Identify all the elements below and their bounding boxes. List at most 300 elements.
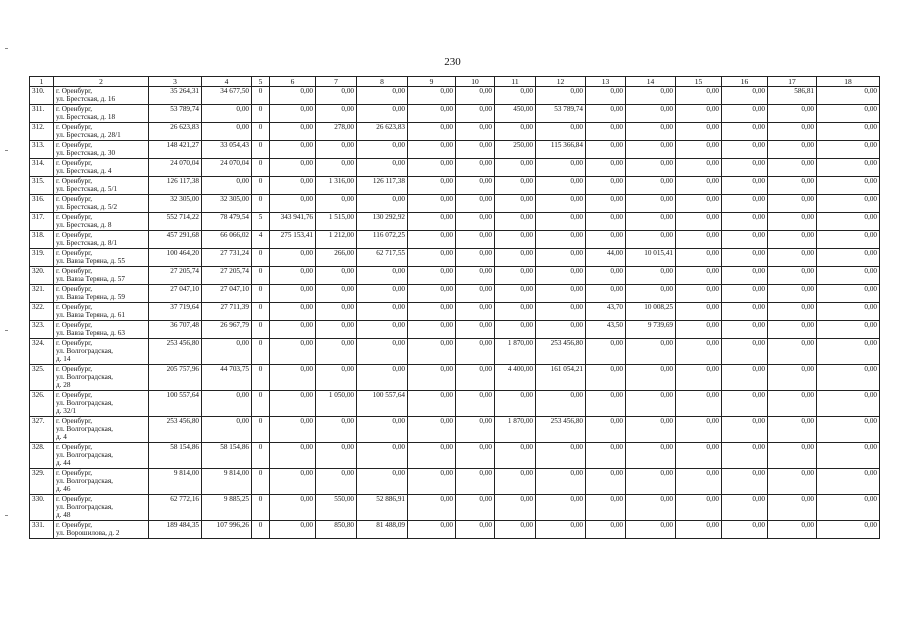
- value-cell: 148 421,27: [149, 141, 202, 159]
- value-cell: 0,00: [817, 87, 880, 105]
- value-cell: 0,00: [408, 213, 456, 231]
- address-cell: г. Оренбург, ул. Вавза Теряна, д. 59: [54, 285, 149, 303]
- value-cell: 0,00: [676, 195, 722, 213]
- value-cell: 0,00: [817, 105, 880, 123]
- value-cell: 0,00: [626, 195, 676, 213]
- value-cell: 0,00: [722, 231, 768, 249]
- value-cell: 0,00: [817, 469, 880, 495]
- value-cell: 37 719,64: [149, 303, 202, 321]
- value-cell: 0,00: [357, 267, 408, 285]
- value-cell: 0: [252, 391, 270, 417]
- value-cell: 0,00: [536, 495, 586, 521]
- value-cell: 0,00: [270, 303, 316, 321]
- value-cell: 62 772,16: [149, 495, 202, 521]
- column-header: 7: [316, 77, 357, 87]
- value-cell: 0,00: [456, 495, 495, 521]
- value-cell: 0,00: [626, 159, 676, 177]
- value-cell: 0,00: [408, 87, 456, 105]
- value-cell: 550,00: [316, 495, 357, 521]
- value-cell: 0,00: [357, 339, 408, 365]
- value-cell: 0,00: [676, 123, 722, 141]
- row-number-cell: 316.: [30, 195, 54, 213]
- table-row: [30, 495, 880, 521]
- value-cell: 0,00: [316, 303, 357, 321]
- data-table: [29, 76, 880, 539]
- value-cell: 36 707,48: [149, 321, 202, 339]
- value-cell: 0,00: [202, 417, 252, 443]
- value-cell: 0,00: [495, 521, 536, 539]
- value-cell: 0,00: [270, 177, 316, 195]
- value-cell: 0,00: [357, 303, 408, 321]
- address-cell: г. Оренбург, ул. Волгоградская, д. 14: [54, 339, 149, 365]
- table-row: [30, 195, 880, 213]
- table-row: [30, 321, 880, 339]
- value-cell: 0,00: [722, 141, 768, 159]
- value-cell: 0,00: [408, 443, 456, 469]
- value-cell: 0: [252, 123, 270, 141]
- value-cell: 0,00: [586, 231, 626, 249]
- address-cell: г. Оренбург, ул. Брестская, д. 4: [54, 159, 149, 177]
- value-cell: 0,00: [722, 177, 768, 195]
- value-cell: 0,00: [357, 285, 408, 303]
- value-cell: 0,00: [408, 339, 456, 365]
- value-cell: 0,00: [626, 443, 676, 469]
- value-cell: 4 400,00: [495, 365, 536, 391]
- value-cell: 0,00: [676, 87, 722, 105]
- value-cell: 27 731,24: [202, 249, 252, 267]
- value-cell: 0,00: [586, 105, 626, 123]
- address-cell: г. Оренбург, ул. Вавза Теряна, д. 63: [54, 321, 149, 339]
- value-cell: 1 870,00: [495, 339, 536, 365]
- row-number-cell: 328.: [30, 443, 54, 469]
- value-cell: 450,00: [495, 105, 536, 123]
- value-cell: 0,00: [722, 339, 768, 365]
- address-cell: г. Оренбург, ул. Брестская, д. 5/1: [54, 177, 149, 195]
- value-cell: 253 456,80: [536, 417, 586, 443]
- address-cell: г. Оренбург, ул. Ворошилова, д. 2: [54, 521, 149, 539]
- value-cell: 0,00: [495, 87, 536, 105]
- value-cell: 58 154,86: [202, 443, 252, 469]
- value-cell: 0,00: [408, 231, 456, 249]
- value-cell: 0: [252, 303, 270, 321]
- value-cell: 0,00: [626, 339, 676, 365]
- crop-mark: [5, 515, 8, 516]
- value-cell: 26 623,83: [149, 123, 202, 141]
- value-cell: 0,00: [536, 87, 586, 105]
- value-cell: 0,00: [270, 391, 316, 417]
- value-cell: 0: [252, 365, 270, 391]
- value-cell: 0,00: [270, 105, 316, 123]
- value-cell: 0,00: [586, 365, 626, 391]
- value-cell: 0,00: [270, 285, 316, 303]
- value-cell: 0,00: [270, 469, 316, 495]
- value-cell: 0,00: [456, 231, 495, 249]
- row-number-cell: 317.: [30, 213, 54, 231]
- value-cell: 0,00: [676, 443, 722, 469]
- column-header: 12: [536, 77, 586, 87]
- value-cell: 115 366,84: [536, 141, 586, 159]
- value-cell: 0: [252, 105, 270, 123]
- value-cell: 32 305,00: [149, 195, 202, 213]
- value-cell: 34 677,50: [202, 87, 252, 105]
- value-cell: 9 885,25: [202, 495, 252, 521]
- value-cell: 0,00: [270, 365, 316, 391]
- value-cell: 0,00: [495, 321, 536, 339]
- table-row: [30, 267, 880, 285]
- value-cell: 0,00: [270, 87, 316, 105]
- value-cell: 0,00: [316, 195, 357, 213]
- value-cell: 275 153,41: [270, 231, 316, 249]
- table-row: [30, 285, 880, 303]
- value-cell: 0,00: [408, 177, 456, 195]
- value-cell: 205 757,96: [149, 365, 202, 391]
- address-cell: г. Оренбург, ул. Вавза Теряна, д. 57: [54, 267, 149, 285]
- page-number: 230: [444, 56, 461, 68]
- value-cell: 107 996,26: [202, 521, 252, 539]
- table-row: [30, 159, 880, 177]
- value-cell: 0,00: [626, 285, 676, 303]
- address-cell: г. Оренбург, ул. Вавза Теряна, д. 61: [54, 303, 149, 321]
- value-cell: 0,00: [495, 285, 536, 303]
- row-number-cell: 318.: [30, 231, 54, 249]
- value-cell: 0,00: [316, 443, 357, 469]
- value-cell: 44 703,75: [202, 365, 252, 391]
- table-header-row: [30, 77, 880, 87]
- table-row: [30, 177, 880, 195]
- value-cell: 0,00: [676, 213, 722, 231]
- value-cell: 78 479,54: [202, 213, 252, 231]
- value-cell: 0,00: [495, 123, 536, 141]
- value-cell: 0,00: [357, 141, 408, 159]
- table-row: [30, 105, 880, 123]
- value-cell: 0,00: [408, 365, 456, 391]
- value-cell: 0,00: [456, 87, 495, 105]
- value-cell: 0,00: [768, 469, 817, 495]
- value-cell: 0,00: [408, 249, 456, 267]
- value-cell: 27 205,74: [202, 267, 252, 285]
- value-cell: 0,00: [626, 213, 676, 231]
- value-cell: 161 054,21: [536, 365, 586, 391]
- value-cell: 0,00: [676, 177, 722, 195]
- value-cell: 0,00: [495, 267, 536, 285]
- value-cell: 0,00: [586, 159, 626, 177]
- value-cell: 0,00: [586, 87, 626, 105]
- row-number-cell: 310.: [30, 87, 54, 105]
- value-cell: 44,00: [586, 249, 626, 267]
- value-cell: 43,70: [586, 303, 626, 321]
- value-cell: 0,00: [586, 141, 626, 159]
- address-cell: г. Оренбург, ул. Брестская, д. 18: [54, 105, 149, 123]
- crop-mark: [5, 48, 8, 49]
- value-cell: 62 717,55: [357, 249, 408, 267]
- value-cell: 0,00: [408, 159, 456, 177]
- value-cell: 0,00: [626, 521, 676, 539]
- value-cell: 0,00: [676, 339, 722, 365]
- value-cell: 0,00: [768, 105, 817, 123]
- value-cell: 0,00: [408, 267, 456, 285]
- value-cell: 0,00: [626, 365, 676, 391]
- value-cell: 0: [252, 469, 270, 495]
- value-cell: 1 316,00: [316, 177, 357, 195]
- value-cell: 0,00: [357, 469, 408, 495]
- table-row: [30, 123, 880, 141]
- value-cell: 0,00: [722, 365, 768, 391]
- value-cell: 0,00: [817, 339, 880, 365]
- column-header: 8: [357, 77, 408, 87]
- value-cell: 0,00: [817, 159, 880, 177]
- value-cell: 0,00: [817, 249, 880, 267]
- value-cell: 0,00: [722, 105, 768, 123]
- value-cell: 0: [252, 195, 270, 213]
- value-cell: 0,00: [316, 285, 357, 303]
- value-cell: 0,00: [270, 521, 316, 539]
- value-cell: 0: [252, 177, 270, 195]
- row-number-cell: 327.: [30, 417, 54, 443]
- value-cell: 0,00: [536, 195, 586, 213]
- value-cell: 0: [252, 285, 270, 303]
- value-cell: 0,00: [270, 443, 316, 469]
- table-row: [30, 443, 880, 469]
- value-cell: 4: [252, 231, 270, 249]
- value-cell: 0,00: [676, 267, 722, 285]
- value-cell: 0,00: [676, 105, 722, 123]
- value-cell: 0,00: [316, 365, 357, 391]
- value-cell: 0,00: [408, 521, 456, 539]
- value-cell: 0,00: [722, 303, 768, 321]
- value-cell: 0,00: [408, 285, 456, 303]
- value-cell: 0,00: [536, 213, 586, 231]
- value-cell: 0,00: [456, 159, 495, 177]
- value-cell: 0,00: [817, 495, 880, 521]
- value-cell: 0,00: [817, 321, 880, 339]
- value-cell: 0,00: [768, 231, 817, 249]
- value-cell: 0,00: [270, 249, 316, 267]
- value-cell: 0,00: [202, 177, 252, 195]
- value-cell: 53 789,74: [149, 105, 202, 123]
- value-cell: 0,00: [316, 469, 357, 495]
- value-cell: 0,00: [495, 469, 536, 495]
- value-cell: 0,00: [456, 195, 495, 213]
- row-number-cell: 314.: [30, 159, 54, 177]
- value-cell: 0,00: [456, 303, 495, 321]
- value-cell: 0: [252, 443, 270, 469]
- value-cell: 27 711,39: [202, 303, 252, 321]
- value-cell: 0,00: [357, 105, 408, 123]
- address-cell: г. Оренбург, ул. Брестская, д. 8: [54, 213, 149, 231]
- value-cell: 0,00: [626, 231, 676, 249]
- value-cell: 0,00: [722, 495, 768, 521]
- value-cell: 0,00: [676, 469, 722, 495]
- value-cell: 0,00: [722, 285, 768, 303]
- value-cell: 0,00: [817, 365, 880, 391]
- column-header: 5: [252, 77, 270, 87]
- value-cell: 27 047,10: [202, 285, 252, 303]
- value-cell: 0,00: [456, 267, 495, 285]
- row-number-cell: 322.: [30, 303, 54, 321]
- column-header: 11: [495, 77, 536, 87]
- value-cell: 253 456,80: [149, 339, 202, 365]
- value-cell: 0,00: [536, 303, 586, 321]
- table-row: [30, 521, 880, 539]
- value-cell: 0,00: [586, 123, 626, 141]
- value-cell: 0,00: [676, 417, 722, 443]
- value-cell: 0: [252, 521, 270, 539]
- value-cell: 0,00: [626, 105, 676, 123]
- row-number-cell: 331.: [30, 521, 54, 539]
- column-header: 18: [817, 77, 880, 87]
- value-cell: 0,00: [768, 159, 817, 177]
- value-cell: 0,00: [768, 177, 817, 195]
- value-cell: 58 154,86: [149, 443, 202, 469]
- value-cell: 0,00: [536, 443, 586, 469]
- value-cell: 0,00: [408, 141, 456, 159]
- value-cell: 0,00: [316, 159, 357, 177]
- value-cell: 32 305,00: [202, 195, 252, 213]
- value-cell: 0,00: [817, 213, 880, 231]
- value-cell: 0,00: [456, 443, 495, 469]
- value-cell: 130 292,92: [357, 213, 408, 231]
- column-header: 6: [270, 77, 316, 87]
- value-cell: 0,00: [626, 87, 676, 105]
- value-cell: 0,00: [676, 521, 722, 539]
- value-cell: 0,00: [768, 417, 817, 443]
- table-row: [30, 213, 880, 231]
- row-number-cell: 326.: [30, 391, 54, 417]
- value-cell: 0,00: [768, 267, 817, 285]
- address-cell: г. Оренбург, ул. Волгоградская, д. 28: [54, 365, 149, 391]
- value-cell: 27 047,10: [149, 285, 202, 303]
- value-cell: 0,00: [357, 159, 408, 177]
- value-cell: 552 714,22: [149, 213, 202, 231]
- value-cell: 0,00: [456, 249, 495, 267]
- value-cell: 0,00: [408, 469, 456, 495]
- row-number-cell: 329.: [30, 469, 54, 495]
- value-cell: 0,00: [586, 495, 626, 521]
- value-cell: 0,00: [456, 339, 495, 365]
- value-cell: 0,00: [456, 417, 495, 443]
- value-cell: 0: [252, 141, 270, 159]
- value-cell: 0,00: [676, 365, 722, 391]
- value-cell: 0,00: [722, 321, 768, 339]
- value-cell: 0,00: [768, 141, 817, 159]
- value-cell: 253 456,80: [149, 417, 202, 443]
- value-cell: 0,00: [722, 123, 768, 141]
- value-cell: 0,00: [586, 339, 626, 365]
- table-row: [30, 303, 880, 321]
- value-cell: 5: [252, 213, 270, 231]
- value-cell: 1 050,00: [316, 391, 357, 417]
- value-cell: 0,00: [456, 469, 495, 495]
- value-cell: 189 484,35: [149, 521, 202, 539]
- row-number-cell: 319.: [30, 249, 54, 267]
- value-cell: 0,00: [626, 123, 676, 141]
- value-cell: 0,00: [626, 141, 676, 159]
- value-cell: 0,00: [456, 365, 495, 391]
- row-number-cell: 315.: [30, 177, 54, 195]
- value-cell: 0,00: [722, 87, 768, 105]
- address-cell: г. Оренбург, ул. Волгоградская, д. 32/1: [54, 391, 149, 417]
- value-cell: 0,00: [536, 469, 586, 495]
- value-cell: 0,00: [586, 443, 626, 469]
- value-cell: 0,00: [316, 417, 357, 443]
- value-cell: 0,00: [722, 159, 768, 177]
- table-row: [30, 469, 880, 495]
- value-cell: 0,00: [357, 321, 408, 339]
- value-cell: 0,00: [270, 141, 316, 159]
- value-cell: 0,00: [768, 391, 817, 417]
- value-cell: 0,00: [626, 391, 676, 417]
- value-cell: 0,00: [676, 495, 722, 521]
- value-cell: 0,00: [722, 391, 768, 417]
- value-cell: 0,00: [357, 195, 408, 213]
- value-cell: 0,00: [456, 285, 495, 303]
- value-cell: 0: [252, 339, 270, 365]
- value-cell: 24 070,04: [202, 159, 252, 177]
- address-cell: г. Оренбург, ул. Вавза Теряна, д. 55: [54, 249, 149, 267]
- value-cell: 81 488,09: [357, 521, 408, 539]
- value-cell: 0,00: [456, 177, 495, 195]
- value-cell: 9 814,00: [149, 469, 202, 495]
- value-cell: 0,00: [316, 105, 357, 123]
- value-cell: 253 456,80: [536, 339, 586, 365]
- table-row: [30, 365, 880, 391]
- value-cell: 278,00: [316, 123, 357, 141]
- value-cell: 53 789,74: [536, 105, 586, 123]
- value-cell: 43,50: [586, 321, 626, 339]
- value-cell: 0,00: [202, 391, 252, 417]
- value-cell: 0,00: [456, 141, 495, 159]
- value-cell: 0,00: [408, 195, 456, 213]
- value-cell: 0,00: [536, 391, 586, 417]
- value-cell: 0,00: [722, 213, 768, 231]
- value-cell: 0,00: [536, 177, 586, 195]
- value-cell: 0,00: [270, 267, 316, 285]
- value-cell: 0,00: [456, 105, 495, 123]
- value-cell: 0,00: [676, 141, 722, 159]
- value-cell: 0,00: [722, 195, 768, 213]
- value-cell: 0,00: [626, 267, 676, 285]
- value-cell: 0,00: [768, 249, 817, 267]
- value-cell: 0,00: [817, 521, 880, 539]
- value-cell: 0,00: [495, 495, 536, 521]
- value-cell: 0,00: [768, 443, 817, 469]
- value-cell: 0,00: [536, 159, 586, 177]
- value-cell: 0,00: [626, 495, 676, 521]
- value-cell: 0: [252, 495, 270, 521]
- value-cell: 0,00: [536, 321, 586, 339]
- value-cell: 0,00: [270, 123, 316, 141]
- value-cell: 100 557,64: [357, 391, 408, 417]
- value-cell: 0,00: [586, 195, 626, 213]
- value-cell: 0,00: [817, 391, 880, 417]
- value-cell: 0,00: [270, 339, 316, 365]
- crop-mark: [5, 150, 8, 151]
- column-header: 9: [408, 77, 456, 87]
- value-cell: 457 291,68: [149, 231, 202, 249]
- value-cell: 0,00: [456, 213, 495, 231]
- value-cell: 0,00: [626, 469, 676, 495]
- value-cell: 0,00: [586, 213, 626, 231]
- value-cell: 0,00: [456, 521, 495, 539]
- value-cell: 0: [252, 87, 270, 105]
- value-cell: 10 015,41: [626, 249, 676, 267]
- value-cell: 9 814,00: [202, 469, 252, 495]
- row-number-cell: 324.: [30, 339, 54, 365]
- row-number-cell: 323.: [30, 321, 54, 339]
- value-cell: 0,00: [817, 267, 880, 285]
- value-cell: 0,00: [768, 495, 817, 521]
- value-cell: 0,00: [768, 123, 817, 141]
